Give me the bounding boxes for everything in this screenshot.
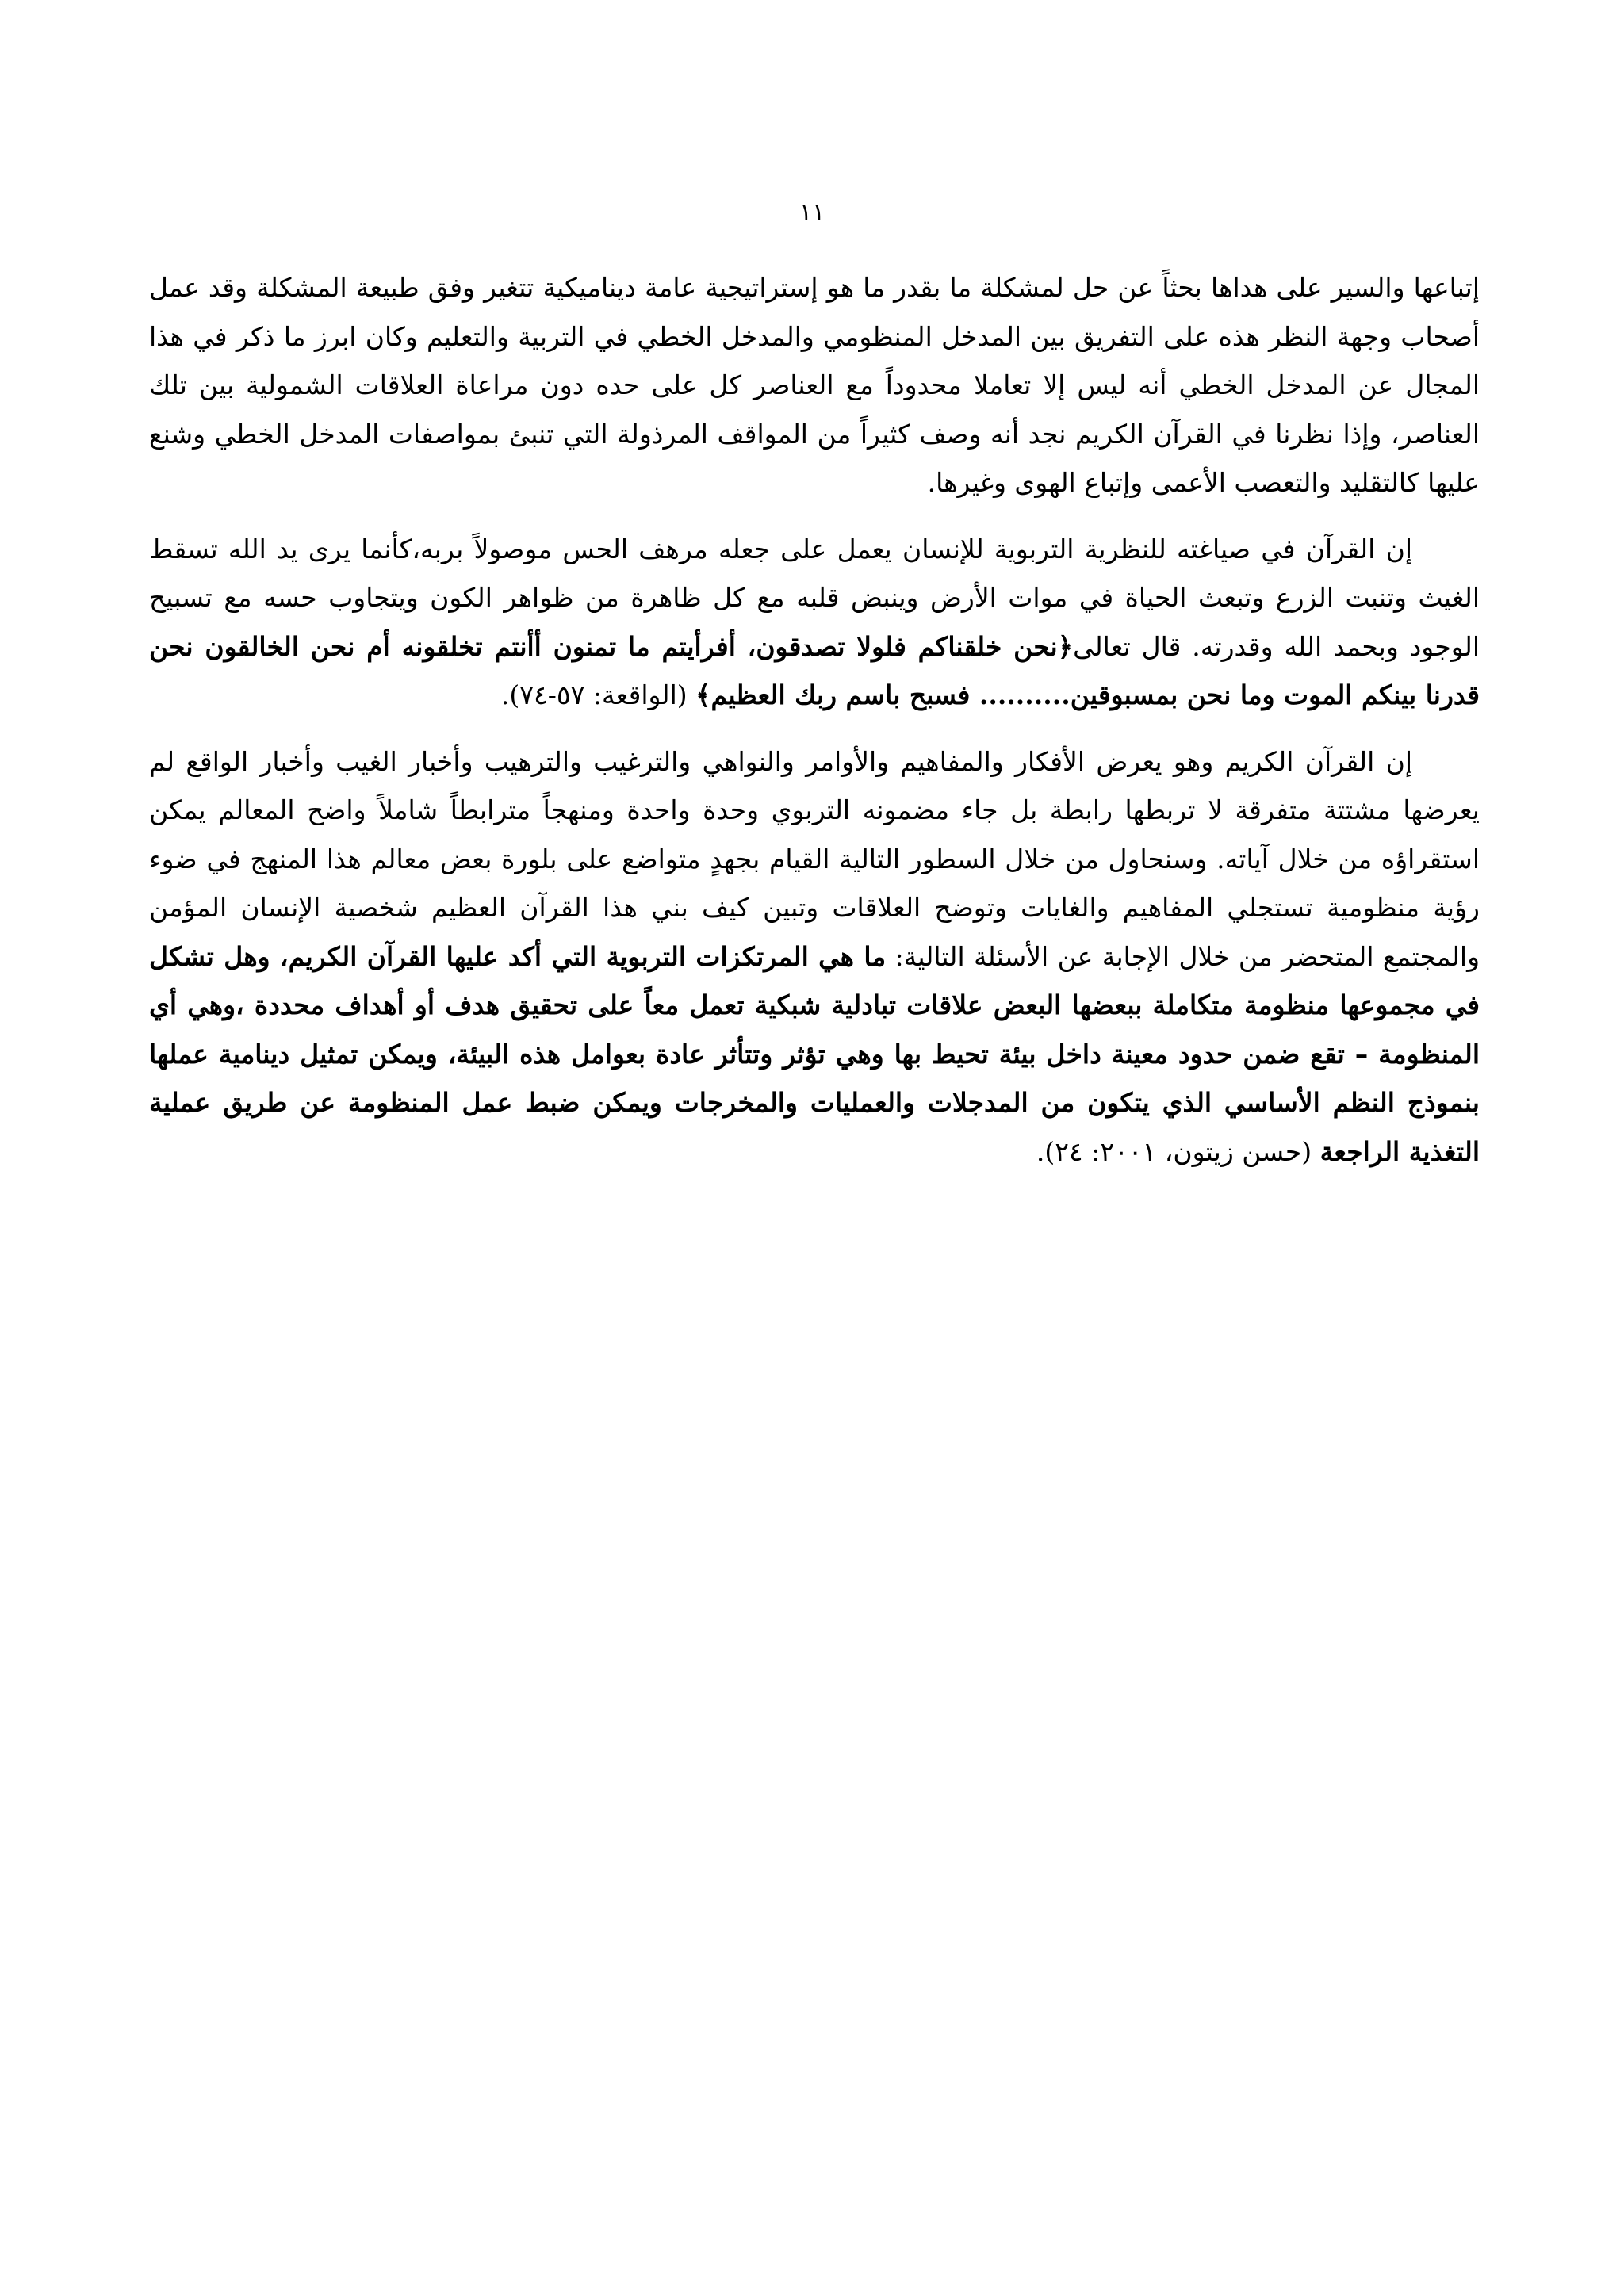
paragraph-2 <box>149 525 1480 720</box>
paragraph-3 <box>149 737 1480 1177</box>
reference-citation: (حسن زيتون، ٢٠٠١: ٢٤). <box>1036 1135 1320 1167</box>
quran-verse: نحن خلقناكم فلولا تصدقون، أفرأيتم ما تمنون أأنتم تخلقونه أم نحن الخالقون نحن قدرنا بينكم الموت وما نحن بمسبوقين.......... فسبح باسم ربك العظيم <box>149 630 1480 710</box>
verse-citation: (الواقعة: ٥٧-٧٤). <box>500 679 696 710</box>
verse-close-bracket: ﴾ <box>695 679 711 710</box>
body-text <box>149 263 1480 1193</box>
paragraph-1: إتباعها والسير على هداها بحثاً عن حل لمشكلة ما بقدر ما هو إستراتيجية عامة ديناميكية تتغير وفق طبيعة المشكلة وقد عمل أصحاب وجهة النظر هذه على التفريق بين المدخل المنظومي والمدخل الخطي في التربية والتعليم وكان ابرز ما ذكر في هذا المجال عن المدخل الخطي أنه ليس إلا تعاملا محدوداً مع العناصر كل على حده دون مراعاة العلاقات الشمولية بين تلك العناصر، وإذا نظرنا في القرآن الكريم نجد أنه وصف كثيراً من المواقف المرذولة التي تنبئ بمواصفات المدخل الخطي وشنع عليها كالتقليد والتعصب الأعمى وإتباع الهوى وغيرها. <box>149 272 1480 498</box>
paragraph-3-intro: إن القرآن الكريم وهو يعرض الأفكار والمفاهيم والأوامر والنواهي والترغيب والترهيب وأخبار الغيب وأخبار الواقع لم يعرضها مشتتة متفرقة لا تربطها رابطة بل جاء مضمونه التربوي وحدة واحدة ومنهجاً مترابطاً شاملاً واضح المعالم يمكن استقراؤه من خلال آياته. وسنحاول من خلال السطور التالية القيام بجهدٍ متواضع على بلورة بعض معالم هذا المنهج في ضوء رؤية منظومية تستجلي المفاهيم والغايات وتوضح العلاقات وتبين كيف بني هذا القرآن العظيم شخصية الإنسان المؤمن والمجتمع المتحضر من خلال الإجابة عن الأسئلة التالية: <box>149 745 1480 972</box>
verse-open-bracket: ﴿ <box>1057 630 1074 662</box>
research-questions: ما هي المرتكزات التربوية التي أكد عليها القرآن الكريم، وهل تشكل في مجموعها منظومة متكاملة ببعضها البعض علاقات تبادلية شبكية تعمل معاً على تحقيق هدف أو أهداف محددة ،وهي أي المنظومة – تقع ضمن حدود معينة داخل بيئة تحيط بها وهي تؤثر وتتأثر عادة بعوامل هذه البيئة، ويمكن تمثيل دينامية عملها بنموذج النظم الأساسي الذي يتكون من المدجلات والعمليات والمخرجات ويمكن ضبط عمل المنظومة عن طريق عملية التغذية الراجعة <box>149 940 1480 1167</box>
page-number: ١١ <box>799 198 825 226</box>
paragraph-2-intro: إن القرآن في صياغته للنظرية التربوية للإنسان يعمل على جعله مرهف الحس موصولاً بربه،كأنما يرى يد الله تسقط الغيث وتنبت الزرع وتبعث الحياة في موات الأرض وينبض قلبه مع كل ظاهرة من ظواهر الكون ويتجاوب حسه مع تسبيح الوجود وبحمد الله وقدرته. قال تعالى <box>149 533 1480 662</box>
